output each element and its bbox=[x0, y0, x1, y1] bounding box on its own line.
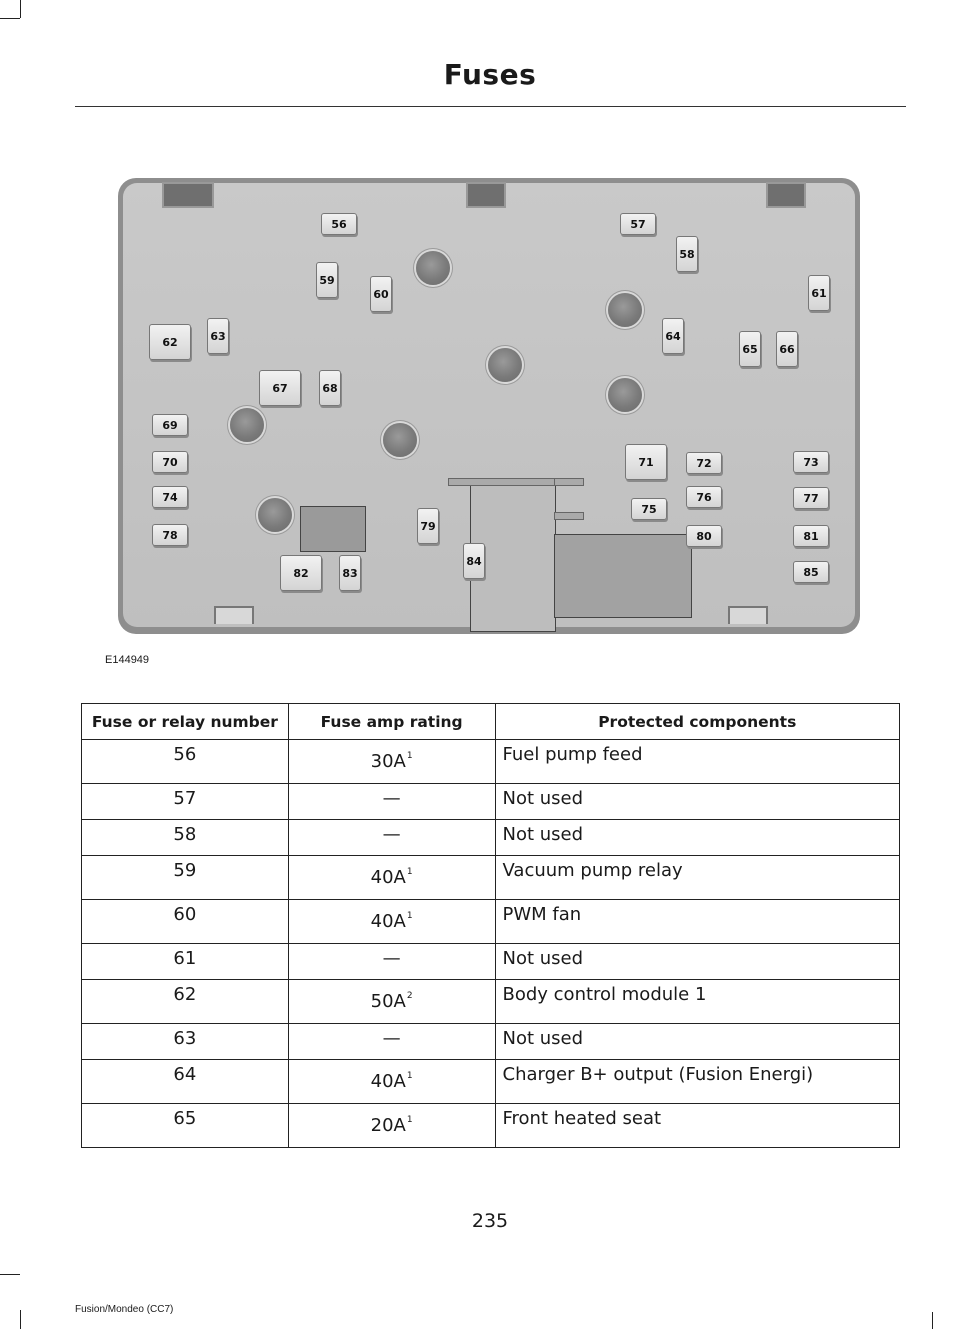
page-number: 235 bbox=[471, 1210, 509, 1232]
table-row bbox=[82, 740, 900, 784]
crop-mark bbox=[932, 1312, 933, 1329]
amp-rating-cell bbox=[288, 1024, 495, 1060]
amp-rating: 50A bbox=[370, 991, 406, 1012]
amp-rating-cell bbox=[288, 740, 495, 784]
mounting-tab bbox=[162, 182, 214, 208]
crop-mark bbox=[0, 18, 20, 19]
fuse-box-diagram bbox=[118, 178, 860, 634]
relay-stub bbox=[554, 512, 584, 520]
protected-component: Not used bbox=[495, 820, 900, 856]
mounting-foot bbox=[728, 606, 768, 624]
fuse-78: 78 bbox=[152, 524, 188, 546]
title-divider bbox=[75, 106, 906, 107]
fuse-74: 74 bbox=[152, 486, 188, 508]
fuse-76: 76 bbox=[686, 486, 722, 508]
fuse-table bbox=[81, 703, 900, 1148]
fuse-56: 56 bbox=[321, 213, 357, 235]
fuse-72: 72 bbox=[686, 452, 722, 474]
fuse-63: 63 bbox=[207, 318, 229, 354]
amp-rating-cell bbox=[288, 980, 495, 1024]
fuse-62: 62 bbox=[149, 324, 191, 360]
fuse-73: 73 bbox=[793, 451, 829, 473]
fuse-number: 62 bbox=[82, 980, 289, 1024]
crop-mark bbox=[20, 0, 21, 18]
footer-model: Fusion/Mondeo (CC7) bbox=[75, 1304, 174, 1315]
protected-component: PWM fan bbox=[495, 900, 900, 944]
fuse-number: 61 bbox=[82, 944, 289, 980]
table-row bbox=[82, 1060, 900, 1104]
fuse-59: 59 bbox=[316, 262, 338, 298]
fuse-82: 82 bbox=[280, 555, 322, 591]
crop-mark bbox=[0, 1274, 20, 1275]
amp-rating-cell bbox=[288, 856, 495, 900]
fuse-58: 58 bbox=[676, 236, 698, 272]
fuse-64: 64 bbox=[662, 318, 684, 354]
fuse-65: 65 bbox=[739, 331, 761, 367]
amp-rating-cell bbox=[288, 1060, 495, 1104]
amp-rating: 40A bbox=[370, 1071, 406, 1092]
amp-rating-cell bbox=[288, 900, 495, 944]
footnote-marker: 1 bbox=[406, 1115, 413, 1125]
protected-component: Fuel pump feed bbox=[495, 740, 900, 784]
mounting-foot bbox=[214, 606, 254, 624]
header-fuse-number: Fuse or relay number bbox=[82, 704, 289, 740]
fuse-number: 65 bbox=[82, 1104, 289, 1148]
table-row bbox=[82, 1024, 900, 1060]
fuse-number: 64 bbox=[82, 1060, 289, 1104]
fuse-number: 59 bbox=[82, 856, 289, 900]
amp-rating-cell bbox=[288, 1104, 495, 1148]
fuse-67: 67 bbox=[259, 370, 301, 406]
fuse-85: 85 bbox=[793, 561, 829, 583]
fuse-71: 71 bbox=[625, 444, 667, 480]
table-row bbox=[82, 820, 900, 856]
protected-component: Not used bbox=[495, 1024, 900, 1060]
header-amp-rating: Fuse amp rating bbox=[288, 704, 495, 740]
amp-rating: — bbox=[382, 1028, 401, 1049]
fuse-80: 80 bbox=[686, 525, 722, 547]
fuse-83: 83 bbox=[339, 555, 361, 591]
amp-rating-cell bbox=[288, 784, 495, 820]
relay-block bbox=[300, 506, 366, 552]
amp-rating: 40A bbox=[370, 911, 406, 932]
fuse-68: 68 bbox=[319, 370, 341, 406]
protected-component: Not used bbox=[495, 784, 900, 820]
terminal-stud bbox=[416, 251, 450, 285]
fuse-66: 66 bbox=[776, 331, 798, 367]
footnote-marker: 1 bbox=[406, 867, 413, 877]
fuse-number: 56 bbox=[82, 740, 289, 784]
fuse-number: 60 bbox=[82, 900, 289, 944]
footnote-marker: 1 bbox=[406, 911, 413, 921]
footnote-marker: 1 bbox=[406, 751, 413, 761]
fuse-84: 84 bbox=[463, 543, 485, 579]
fuse-75: 75 bbox=[631, 498, 667, 520]
amp-rating: 20A bbox=[370, 1115, 406, 1136]
amp-rating: 30A bbox=[370, 751, 406, 772]
table-row bbox=[82, 784, 900, 820]
fuse-number: 63 bbox=[82, 1024, 289, 1060]
amp-rating: 40A bbox=[370, 867, 406, 888]
table-header-row bbox=[82, 704, 900, 740]
protected-component: Charger B+ output (Fusion Energi) bbox=[495, 1060, 900, 1104]
table-row bbox=[82, 1104, 900, 1148]
protected-component: Not used bbox=[495, 944, 900, 980]
relay-stub bbox=[554, 478, 584, 486]
terminal-stud bbox=[383, 423, 417, 457]
crop-mark bbox=[20, 1310, 21, 1329]
header-protected-components: Protected components bbox=[495, 704, 900, 740]
terminal-stud bbox=[258, 498, 292, 532]
amp-rating-cell bbox=[288, 820, 495, 856]
amp-rating-cell bbox=[288, 944, 495, 980]
mounting-tab bbox=[766, 182, 806, 208]
amp-rating: — bbox=[382, 824, 401, 845]
fuse-70: 70 bbox=[152, 451, 188, 473]
terminal-stud bbox=[608, 293, 642, 327]
amp-rating: — bbox=[382, 948, 401, 969]
table-row bbox=[82, 856, 900, 900]
fuse-77: 77 bbox=[793, 487, 829, 509]
fuse-81: 81 bbox=[793, 525, 829, 547]
terminal-stud bbox=[230, 408, 264, 442]
fuse-60: 60 bbox=[370, 276, 392, 312]
table-row bbox=[82, 944, 900, 980]
fuse-number: 58 bbox=[82, 820, 289, 856]
terminal-stud bbox=[488, 348, 522, 382]
fuse-61: 61 bbox=[808, 275, 830, 311]
figure-code: E144949 bbox=[105, 654, 150, 666]
protected-component: Body control module 1 bbox=[495, 980, 900, 1024]
table-row bbox=[82, 980, 900, 1024]
footnote-marker: 2 bbox=[406, 991, 413, 1001]
page-title: Fuses bbox=[443, 58, 537, 91]
terminal-stud bbox=[608, 378, 642, 412]
protected-component: Vacuum pump relay bbox=[495, 856, 900, 900]
fuse-number: 57 bbox=[82, 784, 289, 820]
amp-rating: — bbox=[382, 788, 401, 809]
table-row bbox=[82, 900, 900, 944]
protected-component: Front heated seat bbox=[495, 1104, 900, 1148]
mounting-tab bbox=[466, 182, 506, 208]
fuse-57: 57 bbox=[620, 213, 656, 235]
fuse-69: 69 bbox=[152, 414, 188, 436]
fuse-79: 79 bbox=[417, 508, 439, 544]
relay-block bbox=[554, 534, 692, 618]
footnote-marker: 1 bbox=[406, 1071, 413, 1081]
